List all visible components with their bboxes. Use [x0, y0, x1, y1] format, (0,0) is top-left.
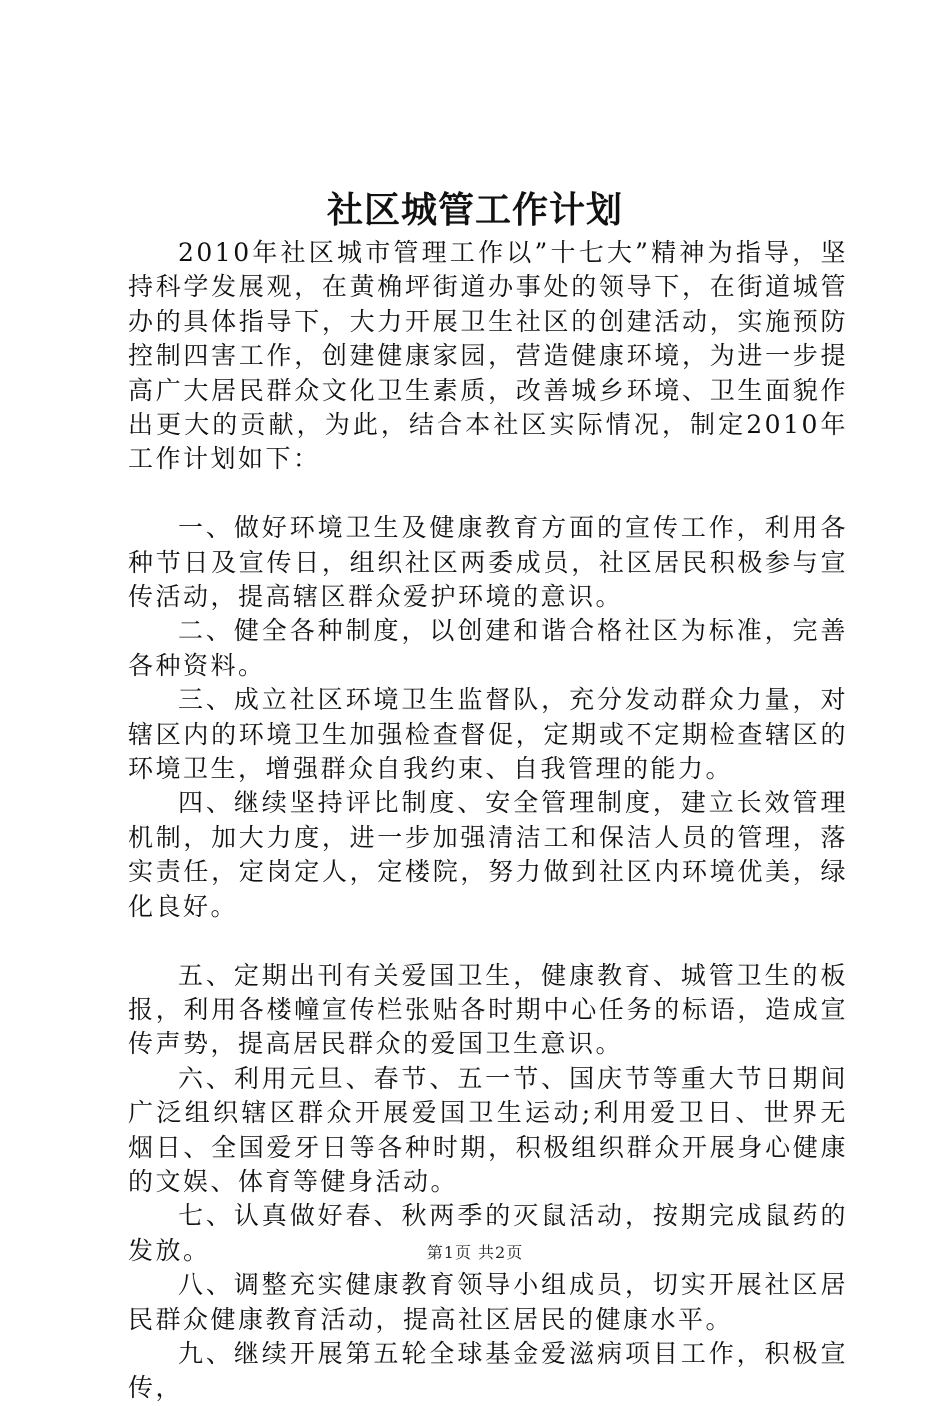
plan-item-8: 八、调整充实健康教育领导小组成员，切实开展社区居民群众健康教育活动，提高社区居民的健康水平。	[128, 1270, 848, 1334]
intro-paragraph: 2010年社区城市管理工作以”十七大”精神为指导，坚持科学发展观，在黄桷坪街道办事处的领导下，在街道城管办的具体指导下，大力开展卫生社区的创建活动，实施预防控制四害工作，创建健康家园，营造健康环境，为进一步提高广大居民群众文化卫生素质，改善城乡环境、卫生面貌作出更大的贡献，为此，结合本社区实际情况，制定2010年工作计划如下：	[128, 238, 848, 474]
paragraph-gap	[128, 924, 848, 958]
page-number-footer: 第1页 共2页	[426, 1243, 524, 1262]
plan-item-4: 四、继续坚持评比制度、安全管理制度，建立长效管理机制，加大力度，进一步加强清洁工和保洁人员的管理，落实责任，定岗定人，定楼院，努力做到社区内环境优美，绿化良好。	[128, 788, 848, 921]
plan-item-7: 七、认真做好春、秋两季的灭鼠活动，按期完成鼠药的发放。	[128, 1201, 848, 1265]
plan-item-9: 九、继续开展第五轮全球基金爱滋病项目工作，积极宣传，	[128, 1338, 848, 1403]
plan-item-2: 二、健全各种制度，以创建和谐合格社区为标准，完善各种资料。	[128, 616, 848, 680]
plan-item-6: 六、利用元旦、春节、五一节、国庆节等重大节日期间广泛组织辖区群众开展爱国卫生运动;利用爱卫日、世界无烟日、全国爱牙日等各种时期，积极组织群众开展身心健康的文娱、体育等健身活动。	[128, 1063, 848, 1196]
paragraph-gap	[128, 477, 848, 511]
plan-item-1: 一、做好环境卫生及健康教育方面的宣传工作，利用各种节日及宣传日，组织社区两委成员，社区居民积极参与宣传活动，提高辖区群众爱护环境的意识。	[128, 513, 848, 612]
document-title: 社区城管工作计划	[326, 189, 623, 231]
plan-item-3: 三、成立社区环境卫生监督队，充分发动群众力量，对辖区内的环境卫生加强检查督促，定期或不定期检查辖区的环境卫生，增强群众自我约束、自我管理的能力。	[128, 685, 848, 784]
document-body	[128, 236, 848, 1406]
plan-item-5: 五、定期出刊有关爱国卫生，健康教育、城管卫生的板报，利用各楼幢宣传栏张贴各时期中心任务的标语，造成宣传声势，提高居民群众的爱国卫生意识。	[128, 960, 848, 1059]
